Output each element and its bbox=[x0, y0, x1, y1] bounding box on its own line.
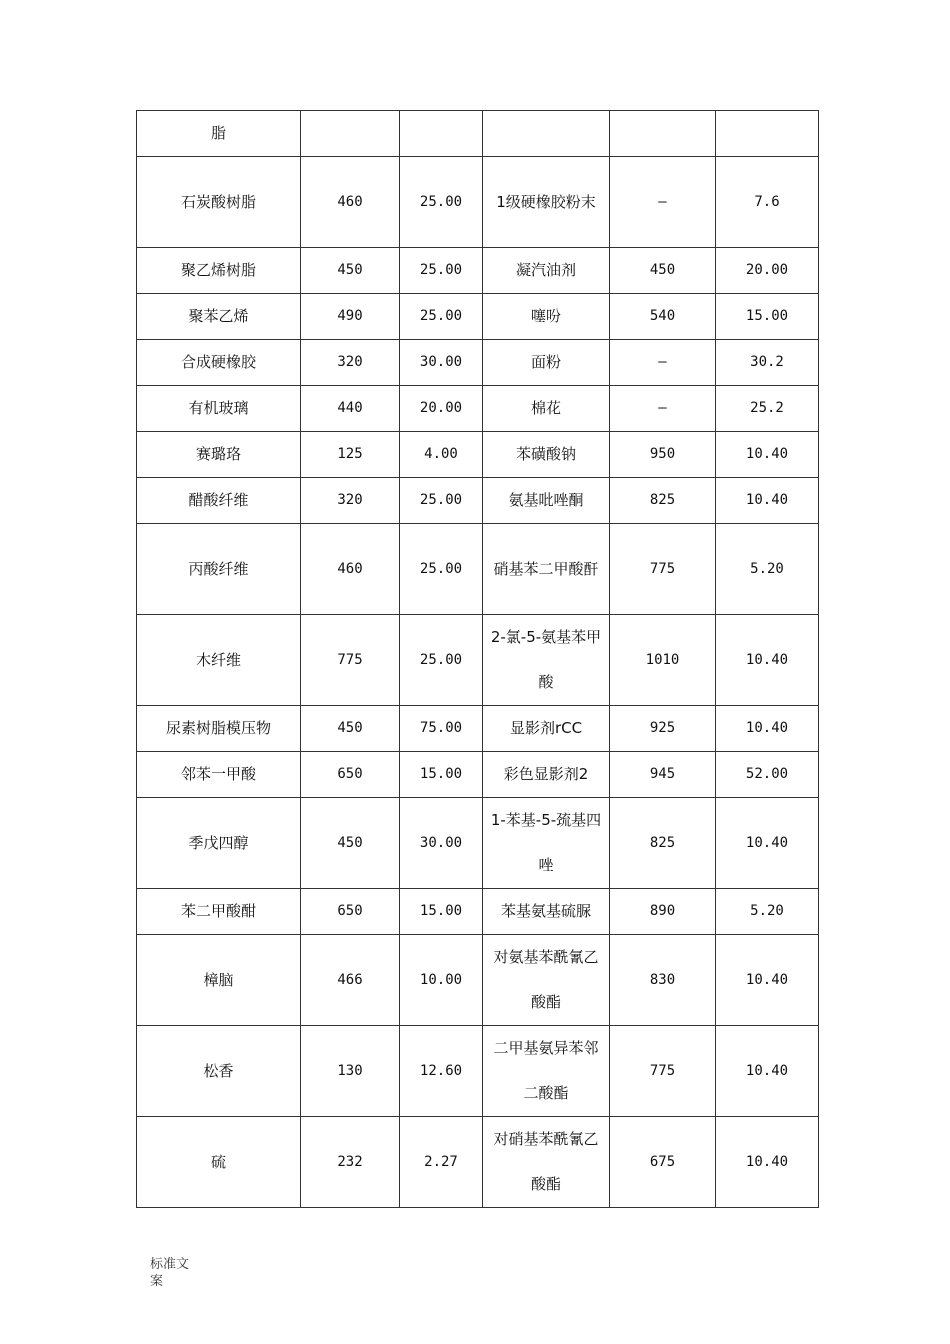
table-cell: 10.40 bbox=[716, 1117, 819, 1208]
table-body bbox=[137, 111, 819, 1208]
table-cell: 320 bbox=[301, 340, 400, 386]
table-cell bbox=[610, 111, 716, 157]
table-cell: 1-苯基-5-巯基四唑 bbox=[483, 798, 610, 889]
table-row bbox=[137, 111, 819, 157]
table-row bbox=[137, 157, 819, 248]
table-cell: 10.40 bbox=[716, 798, 819, 889]
table-cell: 面粉 bbox=[483, 340, 610, 386]
table-row bbox=[137, 1026, 819, 1117]
table-cell: 25.00 bbox=[400, 294, 483, 340]
table-row bbox=[137, 889, 819, 935]
table-cell: 木纤维 bbox=[137, 615, 301, 706]
table-cell: 125 bbox=[301, 432, 400, 478]
table-cell: 二甲基氨异苯邻二酸酯 bbox=[483, 1026, 610, 1117]
table-cell: 邻苯一甲酸 bbox=[137, 752, 301, 798]
table-cell: 830 bbox=[610, 935, 716, 1026]
table-cell: 450 bbox=[301, 706, 400, 752]
table-row bbox=[137, 478, 819, 524]
table-cell: 苯二甲酸酣 bbox=[137, 889, 301, 935]
table-row bbox=[137, 340, 819, 386]
table-row bbox=[137, 615, 819, 706]
table-cell: 775 bbox=[301, 615, 400, 706]
table-cell: 10.40 bbox=[716, 615, 819, 706]
table-cell: 25.00 bbox=[400, 478, 483, 524]
table-cell: 20.00 bbox=[400, 386, 483, 432]
table-cell: 775 bbox=[610, 1026, 716, 1117]
table-cell: 825 bbox=[610, 798, 716, 889]
table-cell: 10.40 bbox=[716, 706, 819, 752]
table-cell: 松香 bbox=[137, 1026, 301, 1117]
table-cell: 1级硬橡胶粉末 bbox=[483, 157, 610, 248]
table-row bbox=[137, 386, 819, 432]
table-cell: 12.60 bbox=[400, 1026, 483, 1117]
table-cell: 2.27 bbox=[400, 1117, 483, 1208]
table-cell: 硫 bbox=[137, 1117, 301, 1208]
table-cell: 440 bbox=[301, 386, 400, 432]
table-cell: 10.40 bbox=[716, 935, 819, 1026]
table-cell: 石炭酸树脂 bbox=[137, 157, 301, 248]
table-cell: 对硝基苯酰氰乙酸酯 bbox=[483, 1117, 610, 1208]
table-cell: 460 bbox=[301, 524, 400, 615]
table-cell bbox=[301, 111, 400, 157]
table-cell: 320 bbox=[301, 478, 400, 524]
table-cell: — bbox=[610, 386, 716, 432]
table-cell: 650 bbox=[301, 752, 400, 798]
table-row bbox=[137, 752, 819, 798]
table-row bbox=[137, 248, 819, 294]
table-cell: 466 bbox=[301, 935, 400, 1026]
table-cell: 脂 bbox=[137, 111, 301, 157]
table-row bbox=[137, 524, 819, 615]
table-cell: 130 bbox=[301, 1026, 400, 1117]
footer-text: 标准文案 bbox=[150, 1257, 190, 1289]
table-cell: 460 bbox=[301, 157, 400, 248]
table-cell: 450 bbox=[301, 798, 400, 889]
table-cell: 有机玻璃 bbox=[137, 386, 301, 432]
table-cell: 232 bbox=[301, 1117, 400, 1208]
table-cell: 25.2 bbox=[716, 386, 819, 432]
data-table bbox=[136, 110, 819, 1208]
table-cell: 775 bbox=[610, 524, 716, 615]
table-cell: 尿素树脂模压物 bbox=[137, 706, 301, 752]
table-cell: 合成硬橡胶 bbox=[137, 340, 301, 386]
table-cell: 苯基氨基硫脲 bbox=[483, 889, 610, 935]
table-cell: 25.00 bbox=[400, 248, 483, 294]
table-cell: 1010 bbox=[610, 615, 716, 706]
table-cell: 赛璐珞 bbox=[137, 432, 301, 478]
table-cell: 450 bbox=[610, 248, 716, 294]
table-cell: 15.00 bbox=[716, 294, 819, 340]
table-cell: 52.00 bbox=[716, 752, 819, 798]
table-cell: 苯磺酸钠 bbox=[483, 432, 610, 478]
table-row bbox=[137, 706, 819, 752]
table-cell: 聚苯乙烯 bbox=[137, 294, 301, 340]
table-cell: 675 bbox=[610, 1117, 716, 1208]
table-cell: 10.40 bbox=[716, 478, 819, 524]
table-cell: 30.00 bbox=[400, 340, 483, 386]
table-row bbox=[137, 294, 819, 340]
table-cell: 醋酸纤维 bbox=[137, 478, 301, 524]
table-cell: 氨基吡唑酮 bbox=[483, 478, 610, 524]
table-cell bbox=[716, 111, 819, 157]
table-cell: 5.20 bbox=[716, 889, 819, 935]
table-cell: 30.2 bbox=[716, 340, 819, 386]
table-cell: 7.6 bbox=[716, 157, 819, 248]
table-cell: 25.00 bbox=[400, 524, 483, 615]
table-cell: 彩色显影剂2 bbox=[483, 752, 610, 798]
table-cell: 樟脑 bbox=[137, 935, 301, 1026]
table-cell: 925 bbox=[610, 706, 716, 752]
table-cell: 20.00 bbox=[716, 248, 819, 294]
table-cell: 显影剂rCC bbox=[483, 706, 610, 752]
table-cell: 凝汽油剂 bbox=[483, 248, 610, 294]
table-cell: 950 bbox=[610, 432, 716, 478]
table-cell: 4.00 bbox=[400, 432, 483, 478]
table-cell: 5.20 bbox=[716, 524, 819, 615]
table-cell: 15.00 bbox=[400, 889, 483, 935]
table-cell: 聚乙烯树脂 bbox=[137, 248, 301, 294]
table-cell: 15.00 bbox=[400, 752, 483, 798]
table-cell: 825 bbox=[610, 478, 716, 524]
table-cell: 10.00 bbox=[400, 935, 483, 1026]
table-row bbox=[137, 1117, 819, 1208]
table-cell: 75.00 bbox=[400, 706, 483, 752]
table-cell bbox=[483, 111, 610, 157]
table-cell bbox=[400, 111, 483, 157]
table-cell: — bbox=[610, 340, 716, 386]
table-cell: 10.40 bbox=[716, 432, 819, 478]
table-row bbox=[137, 798, 819, 889]
table-cell: 490 bbox=[301, 294, 400, 340]
table-cell: 季戊四醇 bbox=[137, 798, 301, 889]
table-cell: 硝基苯二甲酸酐 bbox=[483, 524, 610, 615]
table-cell: 450 bbox=[301, 248, 400, 294]
table-cell: 2-氯-5-氨基苯甲酸 bbox=[483, 615, 610, 706]
table-row bbox=[137, 935, 819, 1026]
table-cell: 650 bbox=[301, 889, 400, 935]
table-cell: 对氨基苯酰氰乙酸酯 bbox=[483, 935, 610, 1026]
table-cell: 棉花 bbox=[483, 386, 610, 432]
table-cell: 30.00 bbox=[400, 798, 483, 889]
table-cell: 890 bbox=[610, 889, 716, 935]
table-cell: 945 bbox=[610, 752, 716, 798]
table-row bbox=[137, 432, 819, 478]
table-cell: 540 bbox=[610, 294, 716, 340]
table-cell: 噻吩 bbox=[483, 294, 610, 340]
table-cell: 10.40 bbox=[716, 1026, 819, 1117]
table-cell: 丙酸纤维 bbox=[137, 524, 301, 615]
table-cell: 25.00 bbox=[400, 615, 483, 706]
table-cell: — bbox=[610, 157, 716, 248]
table-cell: 25.00 bbox=[400, 157, 483, 248]
